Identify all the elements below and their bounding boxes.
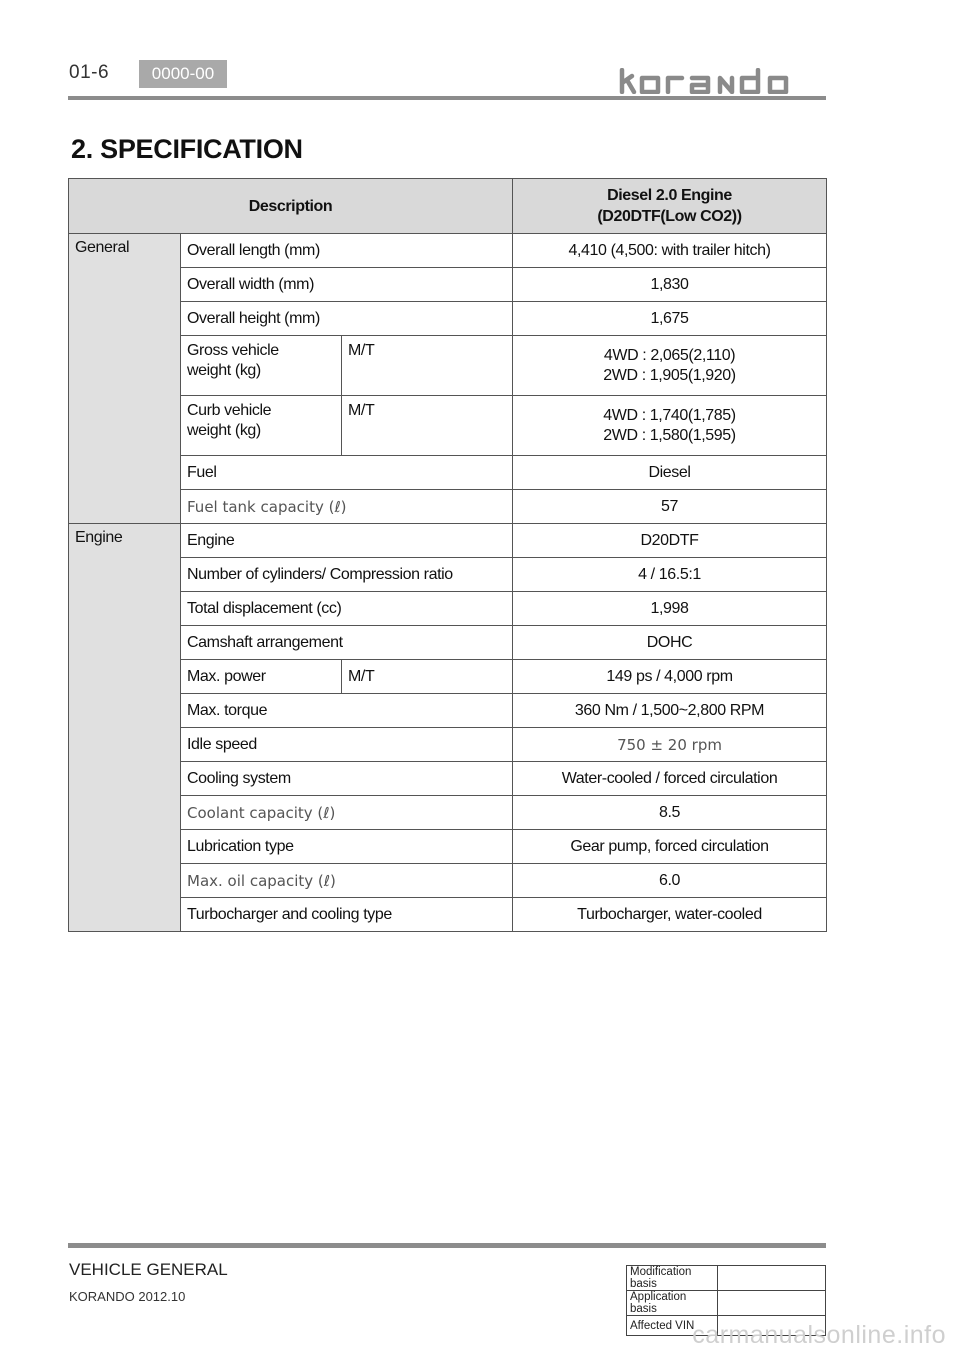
korando-logo xyxy=(618,68,828,94)
spec-subitem: M/T xyxy=(342,336,513,396)
basis-label: Application basis xyxy=(627,1291,718,1316)
spec-item: Engine xyxy=(181,524,513,558)
spec-value: 750 ± 20 rpm xyxy=(513,728,827,762)
spec-item: Max. torque xyxy=(181,694,513,728)
basis-label: Affected VIN xyxy=(627,1316,718,1336)
spec-item: Turbocharger and cooling type xyxy=(181,898,513,932)
header-engine xyxy=(513,179,827,234)
table-row xyxy=(69,898,827,932)
spec-value: Water-cooled / forced circulation xyxy=(513,762,827,796)
spec-value: 4 / 16.5:1 xyxy=(513,558,827,592)
header-engine-line1: Diesel 2.0 Engine xyxy=(607,187,732,204)
section-title: 2. SPECIFICATION xyxy=(71,134,303,164)
basis-value xyxy=(718,1266,826,1291)
spec-item: Max. oil capacity (ℓ) xyxy=(181,864,513,898)
table-row xyxy=(69,694,827,728)
spec-item: Fuel xyxy=(181,456,513,490)
spec-value-line2: 2WD : 1,580(1,595) xyxy=(603,426,736,444)
footer-rule xyxy=(68,1243,826,1248)
spec-item: Overall width (mm) xyxy=(181,268,513,302)
table-row xyxy=(69,456,827,490)
table-row xyxy=(69,524,827,558)
spec-item: Fuel tank capacity (ℓ) xyxy=(181,490,513,524)
table-row xyxy=(69,626,827,660)
table-row xyxy=(69,796,827,830)
footer-section-title: VEHICLE GENERAL xyxy=(69,1260,228,1279)
spec-value: 8.5 xyxy=(513,796,827,830)
spec-item xyxy=(181,396,342,456)
spec-item xyxy=(181,336,342,396)
table-row xyxy=(69,592,827,626)
spec-item-line1: Curb vehicle xyxy=(187,402,272,419)
spec-value: D20DTF xyxy=(513,524,827,558)
spec-item: Lubrication type xyxy=(181,830,513,864)
basis-value xyxy=(718,1291,826,1316)
spec-item: Cooling system xyxy=(181,762,513,796)
spec-value: Gear pump, forced circulation xyxy=(513,830,827,864)
spec-item: Overall height (mm) xyxy=(181,302,513,336)
spec-value: 4,410 (4,500: with trailer hitch) xyxy=(513,234,827,268)
table-row xyxy=(69,396,827,456)
spec-item-line2: weight (kg) xyxy=(187,422,261,439)
spec-item: Number of cylinders/ Compression ratio xyxy=(181,558,513,592)
spec-value: Diesel xyxy=(513,456,827,490)
spec-value-line2: 2WD : 1,905(1,920) xyxy=(603,366,736,384)
spec-value: DOHC xyxy=(513,626,827,660)
table-row xyxy=(69,268,827,302)
table-header-row xyxy=(69,179,827,234)
page-number: 01-6 xyxy=(69,62,110,83)
basis-row xyxy=(627,1291,826,1316)
table-row xyxy=(69,336,827,396)
spec-item: Coolant capacity (ℓ) xyxy=(181,796,513,830)
spec-value-line1: 4WD : 2,065(2,110) xyxy=(603,346,736,364)
spec-item: Camshaft arrangement xyxy=(181,626,513,660)
spec-item: Overall length (mm) xyxy=(181,234,513,268)
table-row xyxy=(69,234,827,268)
table-row xyxy=(69,728,827,762)
footer-model: KORANDO 2012.10 xyxy=(69,1289,186,1304)
spec-item: Total displacement (cc) xyxy=(181,592,513,626)
spec-value: 57 xyxy=(513,490,827,524)
category-engine: Engine xyxy=(69,524,181,932)
spec-subitem: M/T xyxy=(342,396,513,456)
table-row xyxy=(69,864,827,898)
spec-value: 1,675 xyxy=(513,302,827,336)
spec-value: 1,998 xyxy=(513,592,827,626)
table-row xyxy=(69,762,827,796)
spec-value: 149 ps / 4,000 rpm xyxy=(513,660,827,694)
table-row xyxy=(69,830,827,864)
spec-value-line1: 4WD : 1,740(1,785) xyxy=(603,406,736,424)
header-rule xyxy=(68,96,826,100)
table-row xyxy=(69,660,827,694)
spec-value xyxy=(513,336,827,396)
spec-item: Max. power xyxy=(181,660,342,694)
specification-table xyxy=(68,178,827,932)
category-general: General xyxy=(69,234,181,524)
table-row xyxy=(69,302,827,336)
basis-label: Modification basis xyxy=(627,1266,718,1291)
spec-value: 6.0 xyxy=(513,864,827,898)
spec-value: 1,830 xyxy=(513,268,827,302)
code-badge: 0000-00 xyxy=(139,60,227,88)
spec-item: Idle speed xyxy=(181,728,513,762)
header-description: Description xyxy=(69,179,513,234)
spec-value xyxy=(513,396,827,456)
table-row xyxy=(69,558,827,592)
spec-item-line2: weight (kg) xyxy=(187,362,261,379)
header-engine-line2: (D20DTF(Low CO2)) xyxy=(597,208,742,225)
basis-row xyxy=(627,1266,826,1291)
spec-subitem: M/T xyxy=(342,660,513,694)
spec-value: Turbocharger, water-cooled xyxy=(513,898,827,932)
spec-value: 360 Nm / 1,500~2,800 RPM xyxy=(513,694,827,728)
watermark: carmanualsonline.info xyxy=(692,1321,946,1349)
table-row xyxy=(69,490,827,524)
spec-item-line1: Gross vehicle xyxy=(187,342,279,359)
